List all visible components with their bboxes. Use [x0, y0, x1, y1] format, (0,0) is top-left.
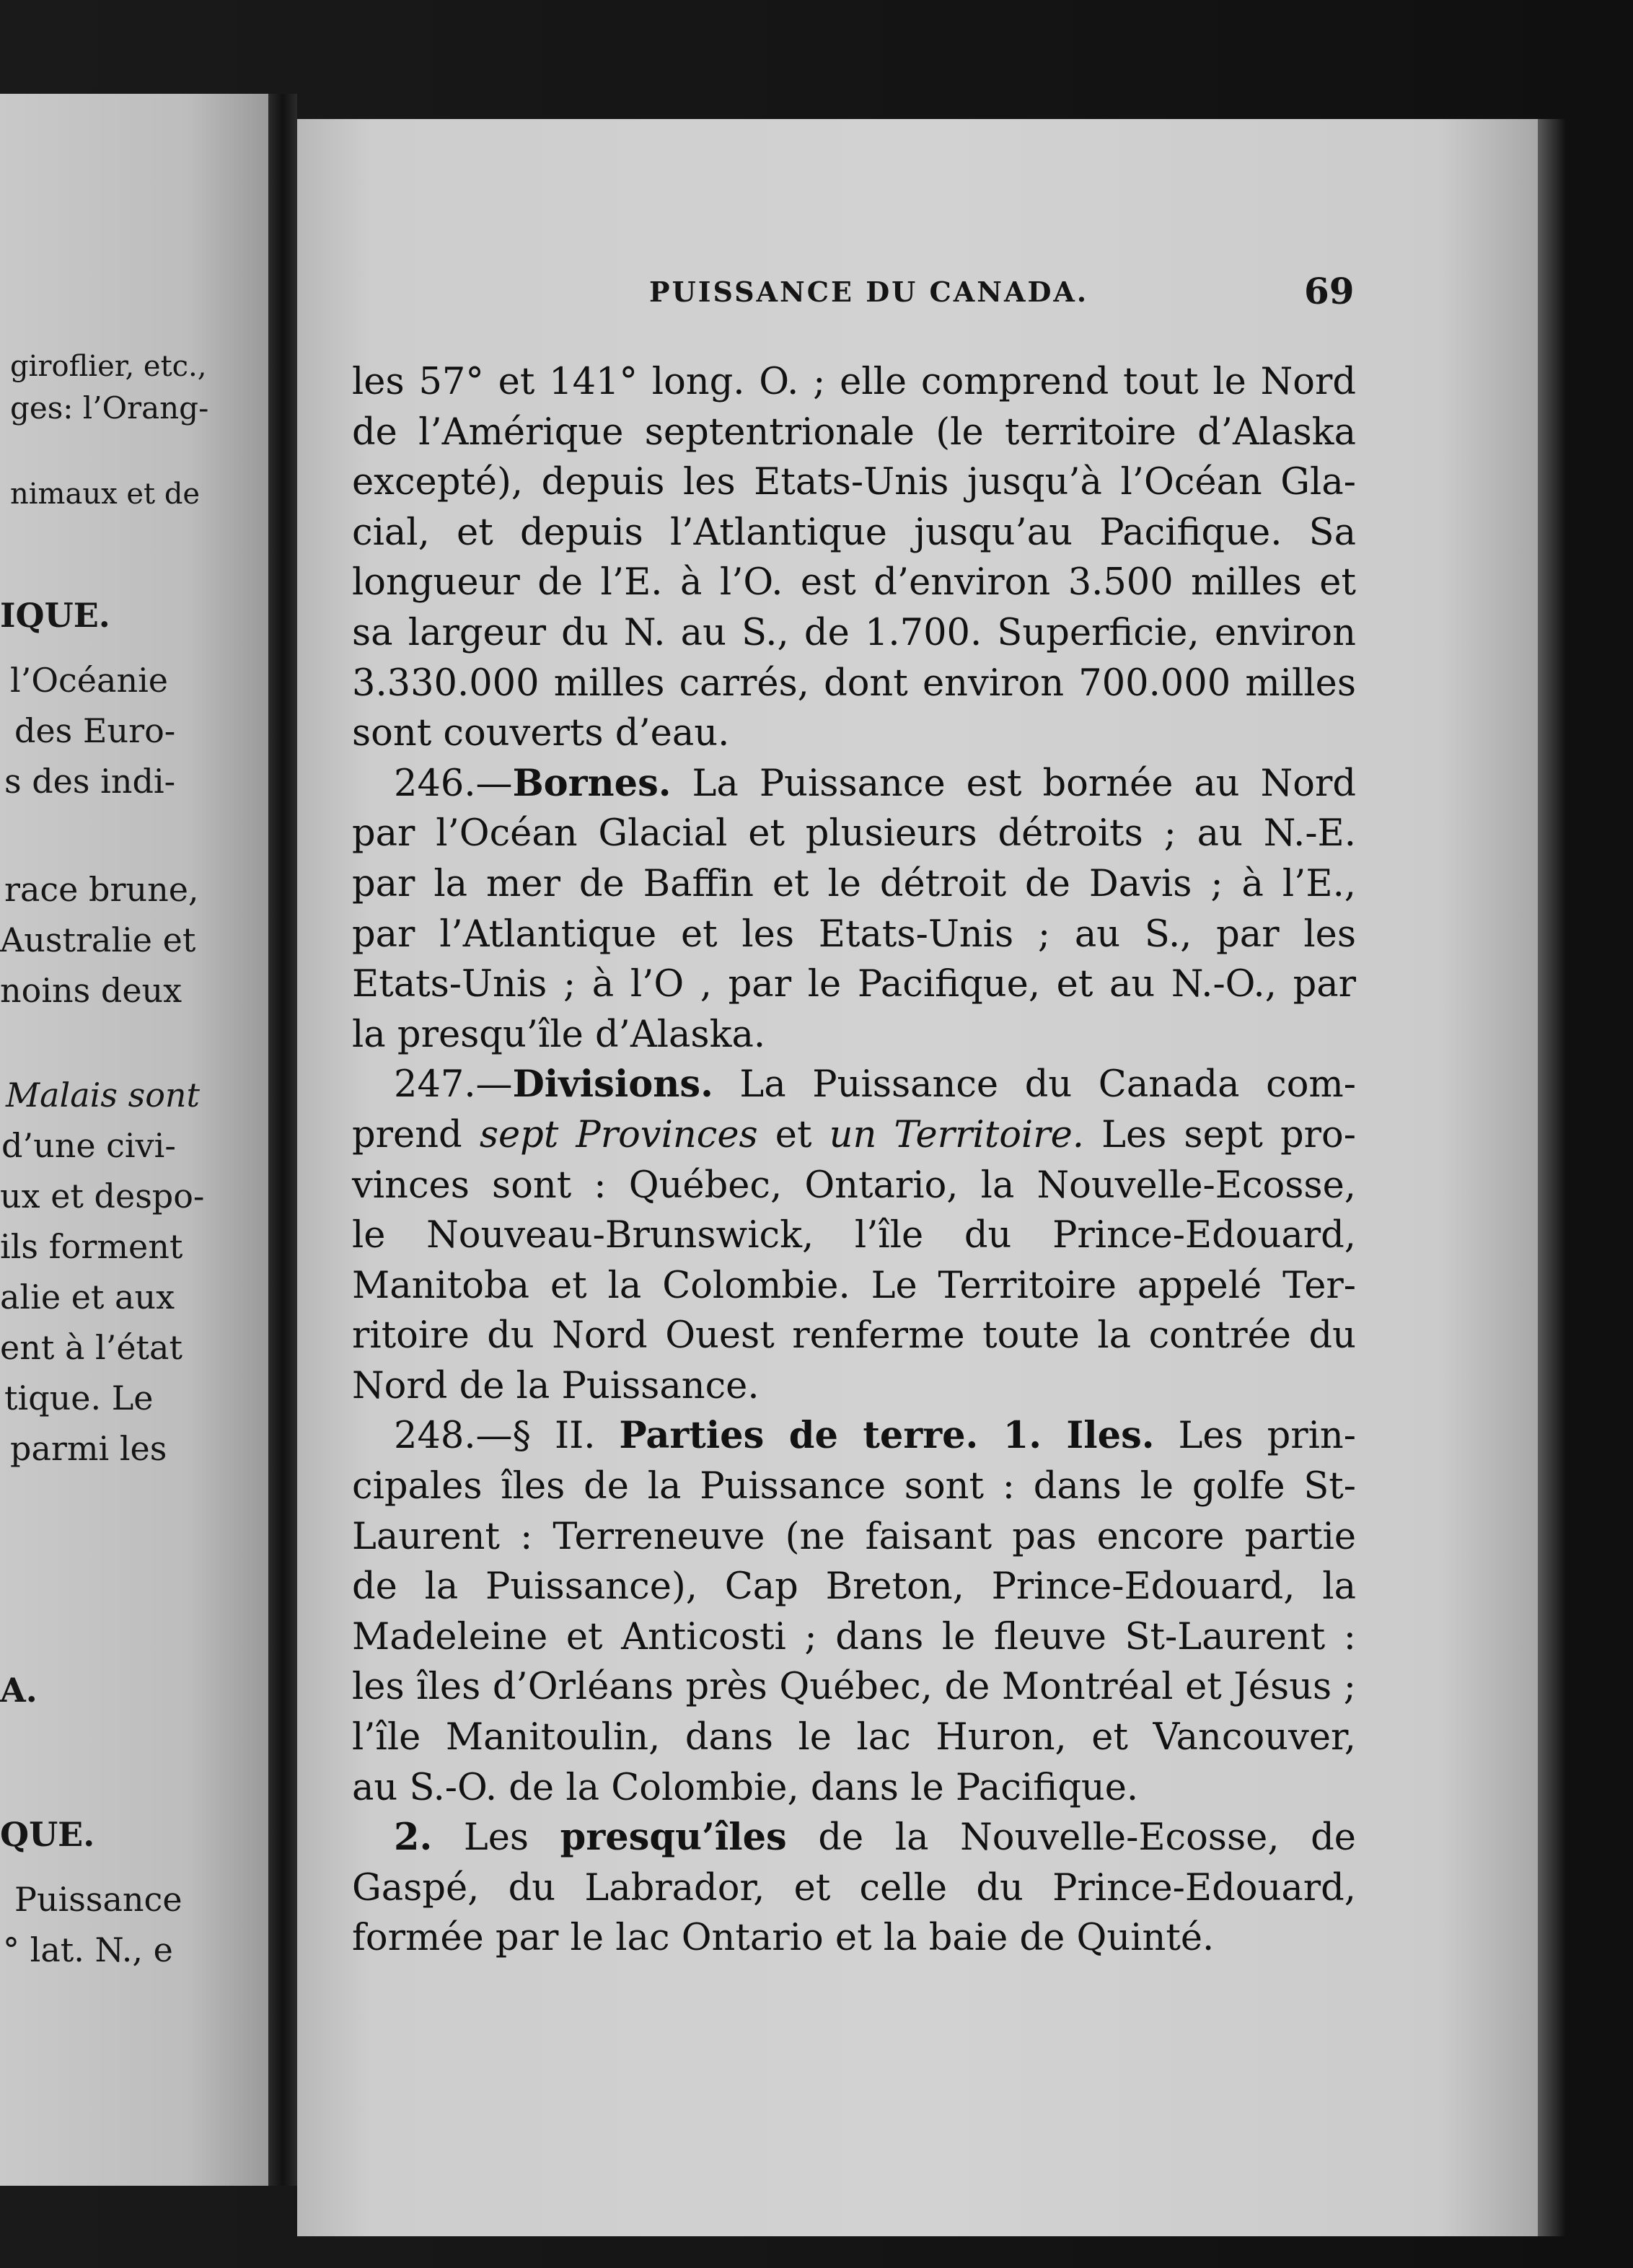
left-line: race brune, — [4, 870, 199, 909]
left-line: ges: l’Orang- — [10, 390, 209, 426]
text-line: Gaspé, du Labrador, et celle du Prince-Edouard, — [352, 1866, 1356, 1909]
text-line: Madeleine et Anticosti ; dans le fleuve St-Laurent : — [352, 1615, 1356, 1658]
paragraph-247-second-line: prend sept Provinces et un Territoire. Les sept pro- — [352, 1113, 1356, 1156]
text-line: Laurent : Terreneuve (ne faisant pas encore partie — [352, 1515, 1356, 1558]
left-line: nimaux et de — [10, 478, 201, 511]
text-line: cial, et depuis l’Atlantique jusqu’au Pacifique. Sa — [352, 511, 1356, 554]
section-number: 247.— — [394, 1063, 513, 1107]
text-line: la presqu’île d’Alaska. — [352, 1013, 766, 1056]
body-text — [352, 357, 1356, 1964]
section-number: 248.—§ II. — [394, 1415, 620, 1458]
left-line: IQUE. — [0, 596, 110, 635]
section-heading: Divisions. — [512, 1063, 713, 1107]
left-page-fragment — [0, 94, 268, 2186]
text-line: par l’Atlantique et les Etats-Unis ; au S., par les — [352, 913, 1356, 956]
left-line: parmi les — [10, 1429, 167, 1468]
left-line: Malais sont — [6, 1076, 201, 1115]
left-line: ils forment — [0, 1227, 183, 1266]
text-line: longueur de l’E. à l’O. est d’environ 3.500 milles et — [352, 561, 1356, 605]
left-line: ° lat. N., e — [3, 1930, 173, 1969]
left-line: l’Océanie — [10, 661, 169, 700]
left-line: ux et despo- — [0, 1177, 205, 1216]
section-number: 246.— — [394, 762, 513, 805]
paragraph-247-first-line: 247.—Divisions. La Puissance du Canada com- — [394, 1063, 1356, 1107]
text-line: 3.330.000 milles carrés, dont environ 700.000 milles — [352, 662, 1356, 705]
text-line: de la Puissance), Cap Breton, Prince-Edouard, la — [352, 1565, 1356, 1609]
text-line: l’île Manitoulin, dans le lac Huron, et Vancouver, — [352, 1716, 1356, 1759]
left-line: giroflier, etc., — [10, 350, 207, 383]
page-number: 69 — [1304, 270, 1355, 312]
running-head: PUISSANCE DU CANADA. — [649, 276, 1089, 308]
left-line: alie et aux — [0, 1278, 175, 1317]
paragraph-248-first-line: 248.—§ II. Parties de terre. 1. Iles. Les prin- — [394, 1414, 1356, 1458]
text-line: les îles d’Orléans près Québec, de Montréal et Jésus ; — [352, 1666, 1356, 1709]
text-line: sa largeur du N. au S., de 1.700. Superficie, environ — [352, 611, 1356, 654]
text-line: les 57° et 141° long. O. ; elle comprend tout le Nord — [352, 361, 1356, 403]
left-line: Puissance — [14, 1880, 182, 1919]
text-line: excepté), depuis les Etats-Unis jusqu’à l’Océan Gla- — [352, 461, 1356, 504]
text-line: Nord de la Puissance. — [352, 1364, 760, 1407]
page-edge-shadow — [1538, 119, 1567, 2236]
left-line: Australie et — [0, 920, 196, 959]
left-line: tique. Le — [4, 1379, 154, 1418]
text-line: de l’Amérique septentrionale (le territoire d’Alaska — [352, 410, 1356, 454]
text-line: sont couverts d’eau. — [352, 712, 730, 755]
paragraph-246-first-line: 246.—Bornes. La Puissance est bornée au Nord — [394, 761, 1356, 805]
left-line: A. — [0, 1671, 38, 1710]
left-line: des Euro- — [14, 711, 176, 750]
text-line: formée par le lac Ontario et la baie de Quinté. — [352, 1917, 1215, 1960]
left-line: d’une civi- — [1, 1126, 176, 1165]
text-line: par la mer de Baffin et le détroit de Davis ; à l’E., — [352, 862, 1356, 905]
text-line: Manitoba et la Colombie. Le Territoire appelé Ter- — [352, 1264, 1356, 1307]
section-heading: Bornes. — [512, 761, 672, 805]
left-line: noins deux — [0, 971, 182, 1010]
text-line: vinces sont : Québec, Ontario, la Nouvelle-Ecosse, — [352, 1164, 1356, 1207]
text-line: au S.-O. de la Colombie, dans le Pacifique. — [352, 1766, 1139, 1809]
section-number: 2. — [394, 1816, 433, 1860]
text-line: ritoire du Nord Ouest renferme toute la contrée du — [352, 1314, 1356, 1358]
left-line: ent à l’état — [0, 1328, 182, 1367]
section-heading: Parties de terre. 1. Iles. — [619, 1414, 1155, 1458]
paragraph-presquiles-first-line: 2. Les presqu’îles de la Nouvelle-Ecosse, de — [394, 1816, 1356, 1860]
left-line: QUE. — [0, 1815, 95, 1854]
text-line: par l’Océan Glacial et plusieurs détroits ; au N.-E. — [352, 812, 1356, 856]
left-line: s des indi- — [4, 762, 176, 801]
text-line: Etats-Unis ; à l’O , par le Pacifique, et au N.-O., par — [352, 963, 1356, 1006]
book-gutter — [268, 94, 297, 2186]
text-line: le Nouveau-Brunswick, l’île du Prince-Edouard, — [352, 1214, 1356, 1257]
text-line: cipales îles de la Puissance sont : dans le golfe St- — [352, 1465, 1356, 1508]
section-heading: presqu’îles — [560, 1816, 787, 1860]
